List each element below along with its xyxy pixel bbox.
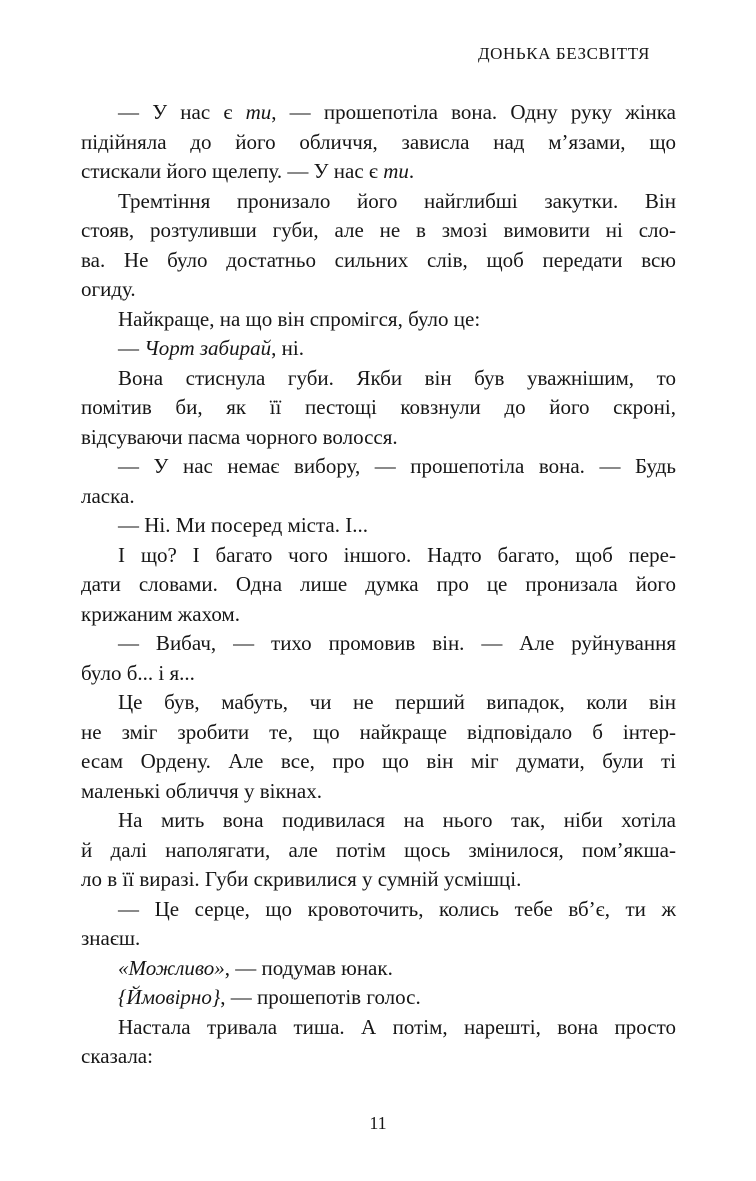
text-line: Вона стиснула губи. Якби він був уважнішим, то — [118, 365, 676, 390]
text-line: На мить вона подивилася на нього так, ніби хотіла — [118, 808, 676, 832]
text-line: знаєш. — [81, 926, 141, 950]
text-line: підійняла до його обличчя, зависла над м’язами, що — [81, 129, 676, 154]
paragraph — [81, 364, 676, 453]
paragraph — [81, 452, 676, 511]
text-line: Найкраще, на що він спромігся, було це: — [118, 306, 481, 331]
text-line: есам Ордену. Але все, про що він міг думати, були ті — [81, 749, 676, 773]
page-number: 11 — [369, 1113, 387, 1133]
paragraph — [81, 954, 676, 984]
text-line: маленькі обличчя у вікнах. — [81, 778, 322, 803]
text-line: стояв, розтуливши губи, але не в змозі вимовити ні сло- — [81, 218, 676, 242]
text-line: стискали його щелепу. — У нас є ти. — [81, 159, 415, 183]
text-line: — Ні. Ми посеред міста. І... — [118, 513, 368, 537]
paragraph — [81, 806, 676, 895]
paragraph — [81, 511, 676, 541]
text-line: крижаним жахом. — [81, 601, 240, 626]
text-line: огиду. — [81, 277, 136, 301]
book-text — [81, 98, 676, 1072]
text-line: дати словами. Одна лише думка про це пронизала його — [81, 572, 676, 596]
text-line: сказала: — [81, 1044, 153, 1068]
text-line: ва. Не було достатньо сильних слів, щоб передати всю — [81, 247, 676, 272]
text-line: — У нас немає вибору, — прошепотіла вона. — Будь — [118, 454, 676, 478]
text-line: {Ймовірно}, — прошепотів голос. — [118, 985, 421, 1009]
text-line: ласка. — [81, 483, 135, 508]
paragraph — [81, 334, 676, 364]
text-line: ло в її виразі. Губи скривилися у сумній усмішці. — [81, 867, 522, 891]
running-header: ДОНЬКА БЕЗСВІТТЯ — [477, 44, 650, 63]
paragraph — [81, 895, 676, 954]
text-line: відсуваючи пасма чорного волосся. — [81, 424, 398, 449]
text-line: І що? І багато чого іншого. Надто багато, щоб пере- — [118, 542, 676, 567]
text-line: — Чорт забирай, ні. — [118, 336, 304, 360]
paragraph — [81, 187, 676, 305]
text-line: — Вибач, — тихо промовив він. — Але руйнування — [118, 631, 676, 655]
text-line: не зміг зробити те, що найкраще відповідало б інтер- — [81, 719, 676, 744]
paragraph — [81, 983, 676, 1013]
text-line: Настала тривала тиша. А потім, нарешті, вона просто — [118, 1014, 676, 1039]
paragraph — [81, 688, 676, 806]
paragraph — [81, 629, 676, 688]
text-line: було б... і я... — [81, 660, 195, 685]
paragraph — [81, 305, 676, 335]
text-line: й далі наполягати, але потім щось змінилося, пом’якша- — [81, 837, 676, 862]
paragraph — [81, 541, 676, 630]
text-line: — У нас є ти, — прошепотіла вона. Одну руку жінка — [118, 100, 676, 124]
text-line: помітив би, як її пестощі ковзнули до його скроні, — [81, 395, 676, 419]
text-line: Це був, мабуть, чи не перший випадок, коли він — [118, 690, 676, 714]
text-line: — Це серце, що кровоточить, колись тебе вб’є, ти ж — [118, 896, 676, 921]
text-line: Тремтіння пронизало його найглибші закутки. Він — [118, 188, 676, 213]
paragraph — [81, 1013, 676, 1072]
paragraph — [81, 98, 676, 187]
text-line: «Можливо», — подумав юнак. — [118, 955, 393, 980]
